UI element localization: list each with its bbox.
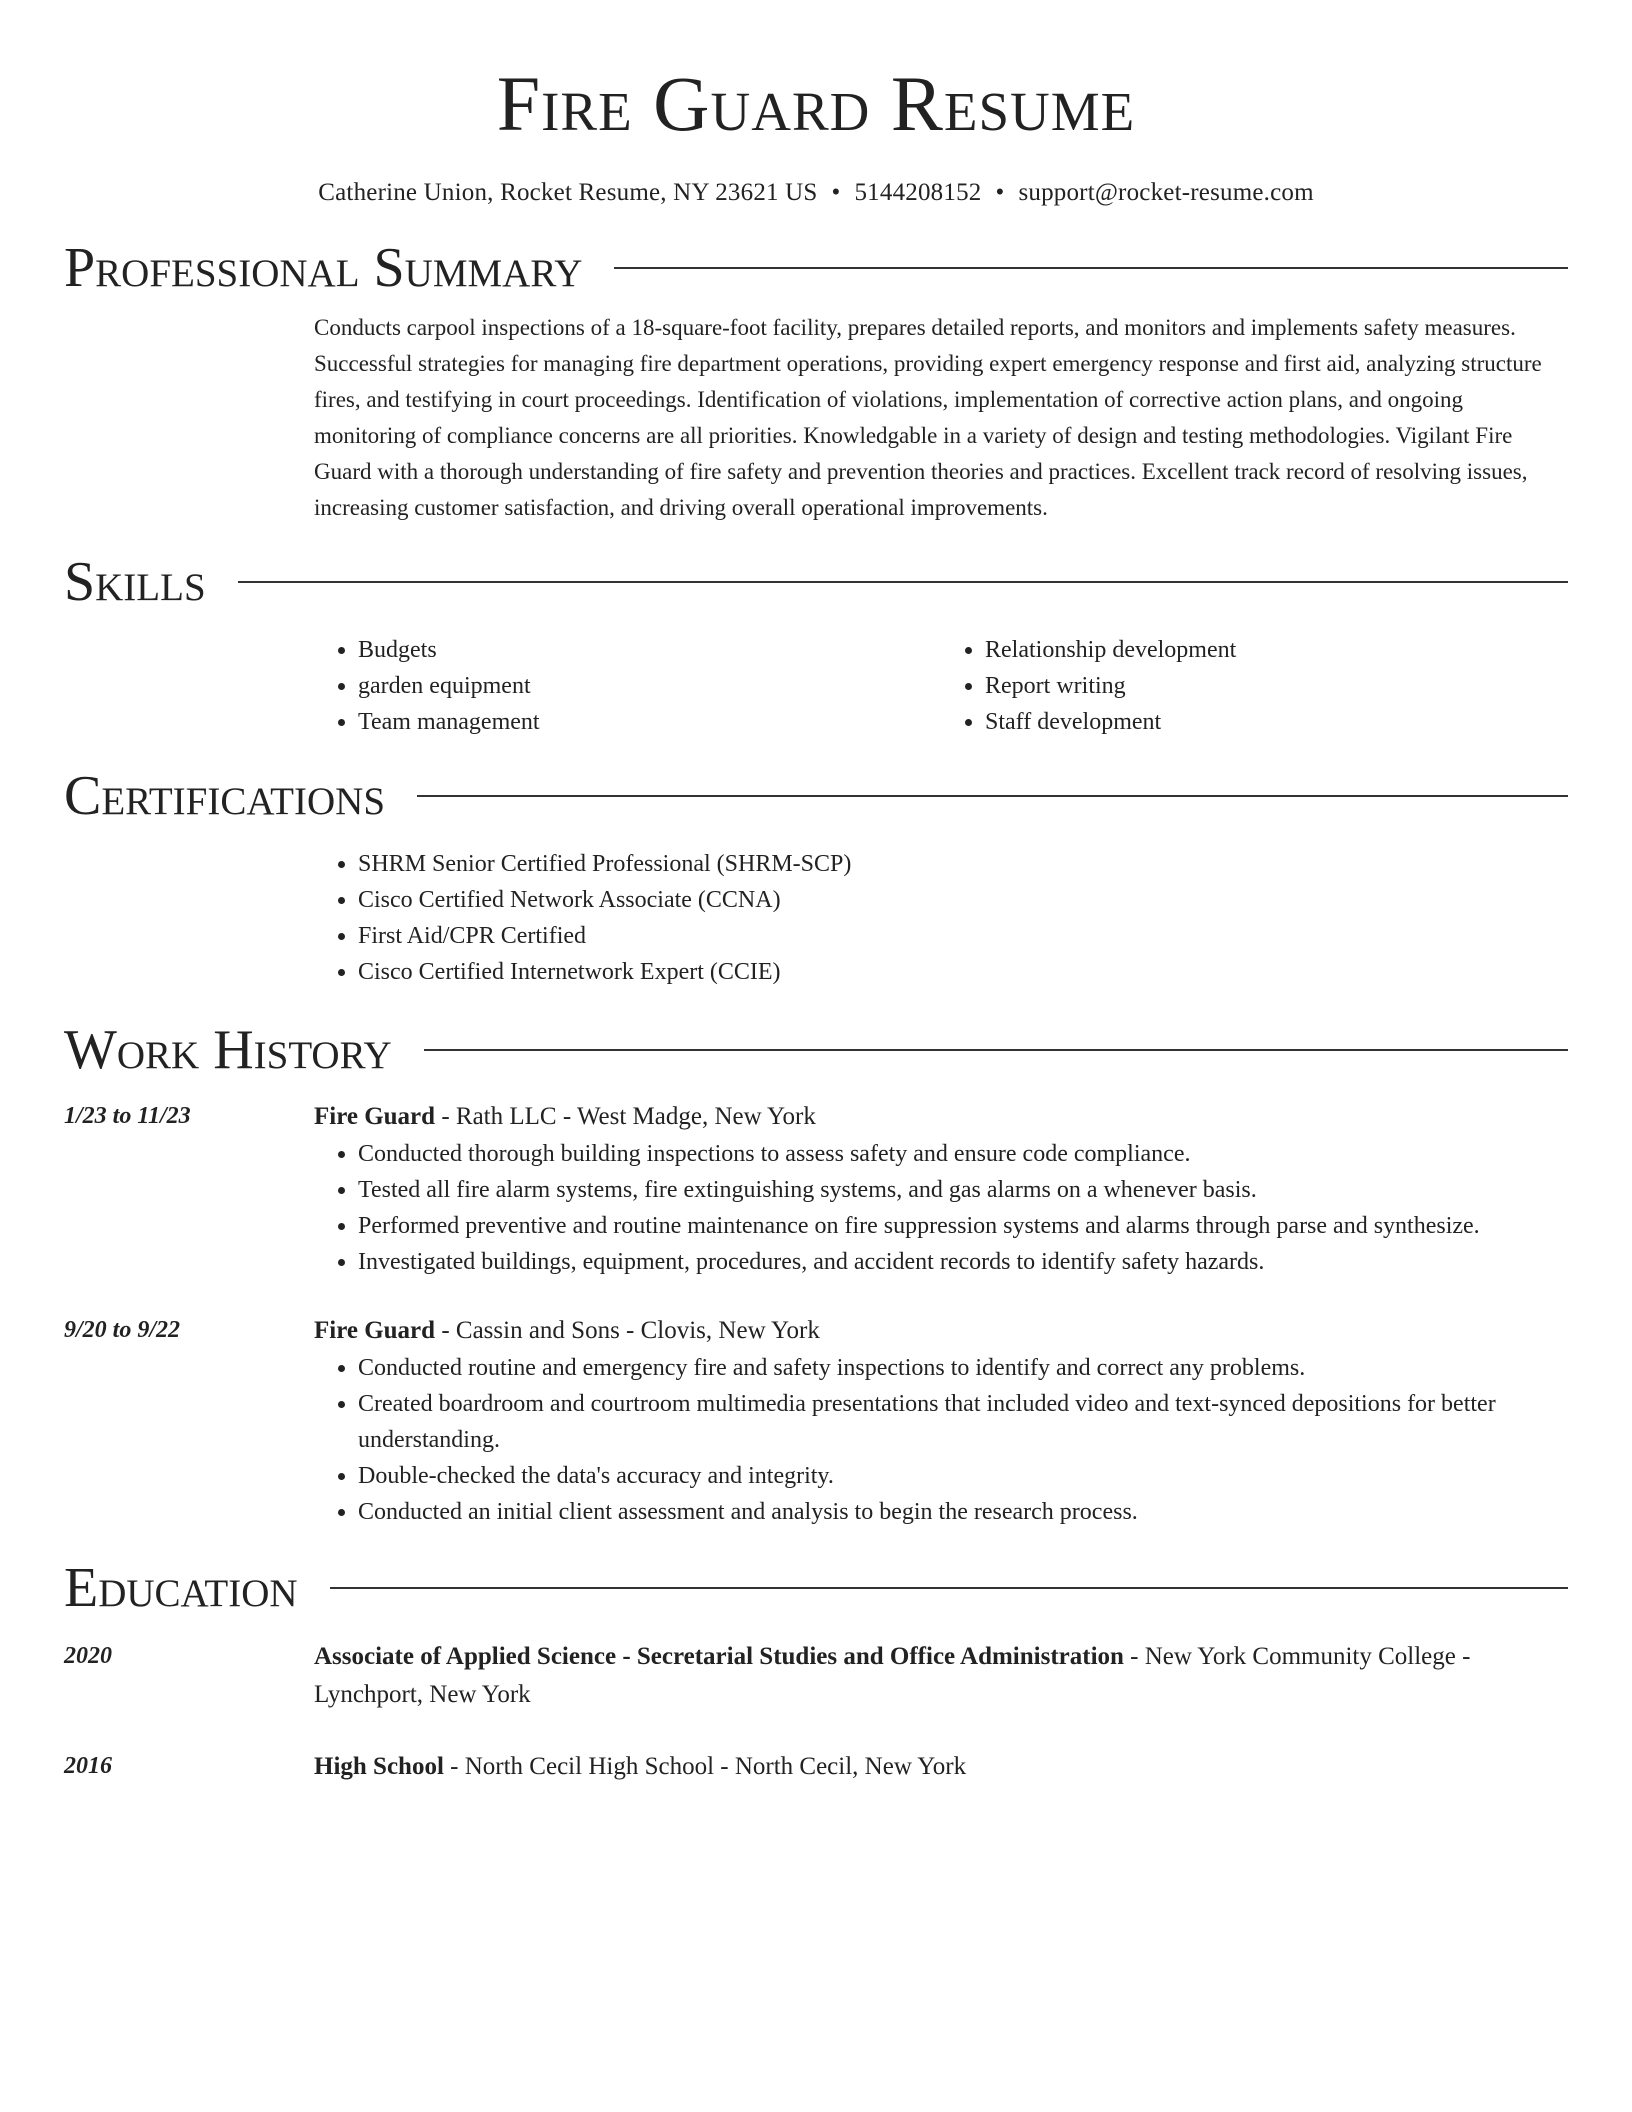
resume-title: Fire Guard Resume: [496, 60, 1136, 147]
education-degree: High School: [314, 1753, 444, 1780]
job-duty: • Created boardroom and courtroom multimedia presentations that included video and text-synced depositions for better understanding.: [358, 1386, 1568, 1458]
skill-item: • Staff development: [985, 704, 1568, 740]
education-school: - New York Community College - Lynchport, New York: [314, 1643, 1471, 1708]
education-school: - North Cecil High School - North Cecil, New York: [443, 1753, 967, 1780]
job-duty: • Performed preventive and routine maintenance on fire suppression systems and alarms through parse and synthesize.: [358, 1208, 1568, 1244]
summary-heading: Professional Summary: [64, 237, 583, 299]
job-duty: • Conducted thorough building inspections to assess safety and ensure code compliance.: [358, 1136, 1568, 1172]
contact-address: Catherine Union, Rocket Resume, NY 23621 US: [318, 179, 818, 206]
education-entry: [64, 1748, 1568, 1786]
job-duty: • Investigated buildings, equipment, procedures, and accident records to identify safety hazards.: [358, 1244, 1568, 1280]
job-entry: [64, 1312, 1568, 1530]
section-divider: [417, 795, 1568, 797]
job-duty: • Conducted an initial client assessment and analysis to begin the research process.: [358, 1494, 1568, 1530]
job-duty: • Double-checked the data's accuracy and integrity.: [358, 1458, 1568, 1494]
job-employer: - Cassin and Sons - Clovis, New York: [435, 1317, 820, 1344]
certifications-heading: Certifications: [64, 765, 386, 827]
section-divider: [330, 1587, 1568, 1589]
job-dates: 9/20 to 9/22: [64, 1317, 181, 1343]
job-dates: 1/23 to 11/23: [64, 1103, 191, 1129]
job-heading: [314, 1098, 1568, 1136]
job-entry: [64, 1098, 1568, 1280]
job-body: [314, 1312, 1568, 1530]
contact-email: support@rocket-resume.com: [1018, 179, 1314, 206]
skill-item: • garden equipment: [358, 668, 941, 704]
skills-list-right: [941, 632, 1568, 740]
skill-item: • Team management: [358, 704, 941, 740]
section-divider: [238, 581, 1568, 583]
skills-section-header: [64, 552, 1568, 612]
summary-text: Conducts carpool inspections of a 18-square-foot facility, prepares detailed reports, and monitors and implements safety measures. Successful strategies for managing fire department operations, providing expert emergency response and first aid, analyzing structure fires, and testifying in court proceedings. Identification of violations, implementation of corrective action plans, and ongoing monitoring of compliance concerns are all priorities. Knowledgable in a variety of design and testing methodologies. Vigilant Fire Guard with a thorough understanding of fire safety and prevention theories and practices. Excellent track record of resolving issues, increasing customer satisfaction, and driving overall operational improvements.: [314, 315, 1542, 520]
education-heading-line: [314, 1638, 1568, 1714]
education-year: 2020: [64, 1643, 112, 1669]
job-employer: - Rath LLC - West Madge, New York: [435, 1103, 816, 1130]
education-year: 2016: [64, 1753, 112, 1779]
job-duties-list: [314, 1136, 1568, 1280]
job-heading: [314, 1312, 1568, 1350]
education-body: [314, 1638, 1568, 1714]
contact-line: [64, 178, 1568, 208]
certifications-section-header: [64, 766, 1568, 826]
summary-section-header: [64, 238, 1568, 298]
job-role: Fire Guard: [314, 1103, 436, 1130]
job-role: Fire Guard: [314, 1317, 436, 1344]
skill-item: • Relationship development: [985, 632, 1568, 668]
work-section-header: [64, 1020, 1568, 1080]
certification-item: • Cisco Certified Network Associate (CCNA): [358, 882, 1568, 918]
education-heading-line: [314, 1748, 1568, 1786]
contact-separator: •: [995, 179, 1005, 206]
job-duties-list: [314, 1350, 1568, 1530]
skills-grid: [314, 632, 1568, 740]
skills-heading: Skills: [64, 551, 206, 613]
education-heading: Education: [64, 1557, 298, 1619]
education-entry: [64, 1638, 1568, 1714]
section-divider: [424, 1049, 1568, 1051]
summary-section: [314, 310, 1568, 526]
skill-item: • Budgets: [358, 632, 941, 668]
education-section-header: [64, 1558, 1568, 1618]
certification-item: • SHRM Senior Certified Professional (SHRM-SCP): [358, 846, 1568, 882]
job-body: [314, 1098, 1568, 1280]
certifications-list: [314, 846, 1568, 990]
skills-list-left: [314, 632, 941, 740]
section-divider: [614, 267, 1568, 269]
certifications-section: [314, 846, 1568, 990]
work-heading: Work History: [64, 1019, 392, 1081]
education-body: [314, 1748, 1568, 1786]
job-duty: • Tested all fire alarm systems, fire extinguishing systems, and gas alarms on a whenever basis.: [358, 1172, 1568, 1208]
certification-item: • First Aid/CPR Certified: [358, 918, 1568, 954]
certification-item: • Cisco Certified Internetwork Expert (CCIE): [358, 954, 1568, 990]
education-degree: Associate of Applied Science - Secretarial Studies and Office Administration: [314, 1643, 1124, 1670]
skills-section: [314, 632, 1568, 740]
job-duty: • Conducted routine and emergency fire and safety inspections to identify and correct any problems.: [358, 1350, 1568, 1386]
contact-phone: 5144208152: [854, 179, 982, 206]
contact-separator: •: [831, 179, 841, 206]
skill-item: • Report writing: [985, 668, 1568, 704]
